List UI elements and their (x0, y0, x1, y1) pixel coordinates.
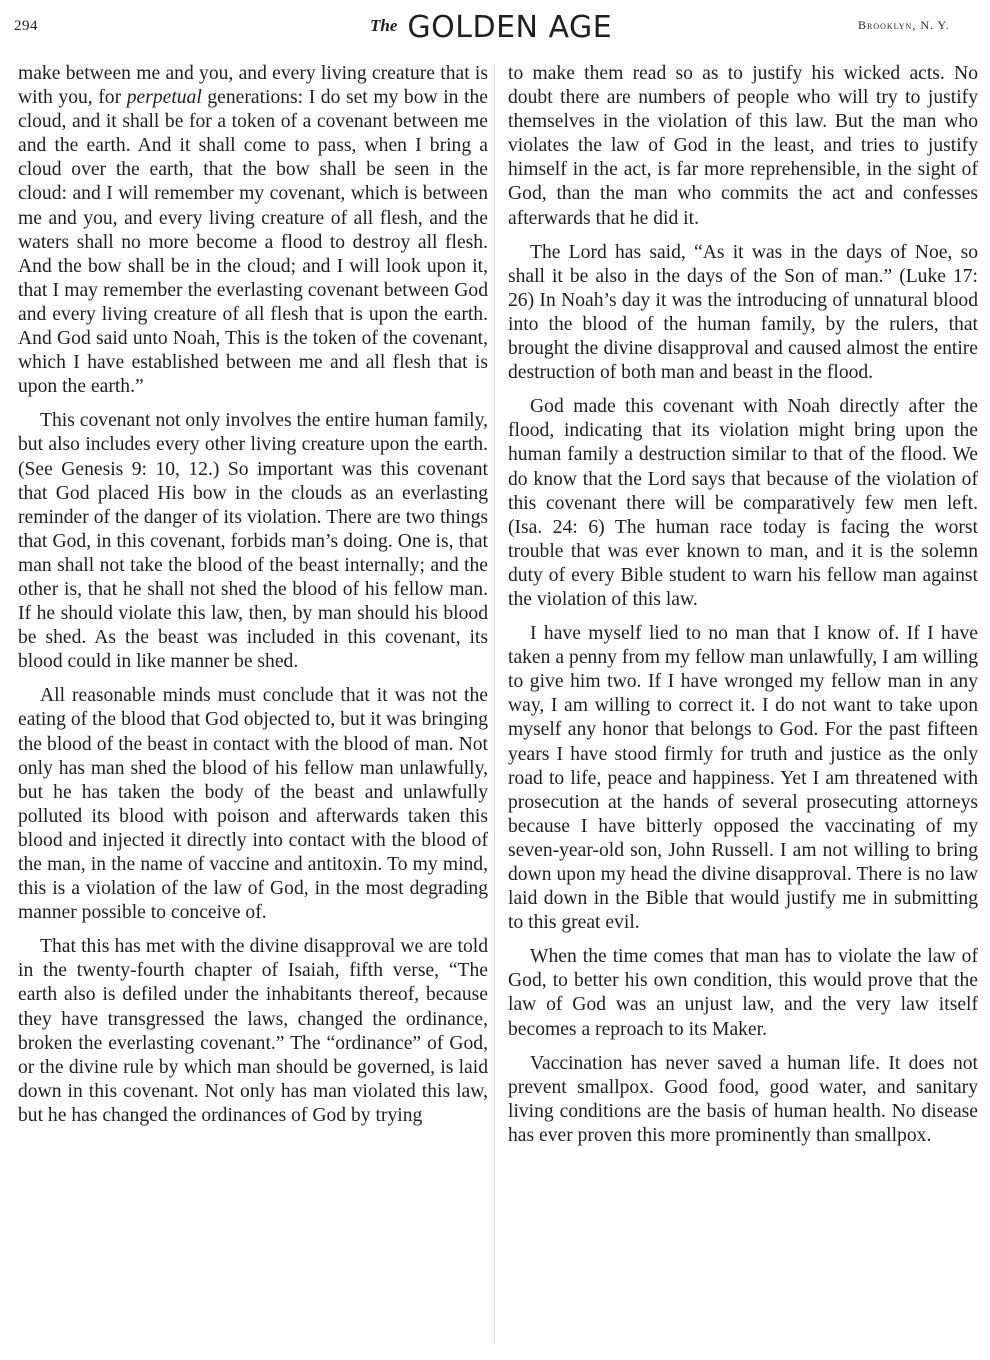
publication-location: Brooklyn, N. Y. (858, 18, 950, 32)
text-run: generations: I do set my bow in the cloud, and it shall be for a token of a covenant between me and the earth. And it shall come to pass, when I bring a cloud over the earth, that the bow shall be seen in the cloud: and I will remember my covenant, which is between me and you, and every living creature of all flesh, and the waters shall no more become a flood to destroy all flesh. And the bow shall be in the cloud; and I will look upon it, that I may remember the everlasting covenant between God and every living creature of all flesh that is upon the earth. And God said unto Noah, This is the token of the covenant, which I have established between me and all flesh that is upon the earth.” (18, 87, 488, 398)
masthead-the: The (370, 16, 398, 35)
right-column (508, 62, 978, 1158)
paragraph: The Lord has said, “As it was in the days of Noe, so shall it be also in the days of the Son of man.” (Luke 17: 26) In Noah’s day it was the introducing of unnatural blood into the blood of the human family, by the rulers, that brought the divine disapproval and caused almost the entire destruction of both man and beast in the flood. (508, 241, 978, 384)
paragraph: Vaccination has never saved a human life. It does not prevent smallpox. Good food, good water, and sanitary living conditions are the basis of human health. No disease has ever proven this more prominently than smallpox. (508, 1052, 978, 1146)
paragraph: I have myself lied to no man that I know of. If I have taken a penny from my fellow man unlawfully, I am willing to give him two. If I have wronged my fellow man in any way, I am willing to correct it. I do not want to take upon myself any honor that belongs to God. For the past fifteen years I have stood firmly for truth and justice as the only road to life, peace and happiness. Yet I am threatened with prosecution at the hands of several prosecuting attorneys because I have bitterly opposed the vaccinating of my seven-year-old son, John Russell. I am not willing to bring down upon my head the divine disapproval. There is no law laid down in the Bible that would justify me in submitting to this great evil. (508, 623, 978, 934)
paragraph: That this has met with the divine disapproval we are told in the twenty-fourth chapter of Isaiah, fifth verse, “The earth also is defiled under the inhabitants thereof, because they have transgressed the laws, changed the ordinance, broken the everlasting covenant.” The “ordinance” of God, or the divine rule by which man should be governed, is laid down in this covenant. Not only has man violated this law, but he has changed the ordinances of God by trying (18, 936, 488, 1126)
paragraph: All reasonable minds must conclude that it was not the eating of the blood that God objected to, but it was bringing the blood of the beast in contact with the blood of man. Not only has man shed the blood of his fellow man unlawfully, but he has taken the body of the beast and unlawfully polluted its blood with poison and afterwards taken this blood and injected it directly into contact with the blood of the man, in the name of vaccine and antitoxin. To my mind, this is a violation of the law of God, in the most degrading manner possible to conceive of. (18, 685, 488, 924)
column-divider (494, 64, 495, 1344)
paragraph: This covenant not only involves the entire human family, but also includes every other living creature upon the earth. (See Genesis 9: 10, 12.) So important was this covenant that God placed His bow in the clouds as an everlasting reminder of the danger of its violation. There are two things that God, in this covenant, forbids man’s doing. One is, that man shall not take the blood of the beast internally; and the other is, that he shall not shed the blood of his fellow man. If he should violate this law, then, by man should his blood be shed. As the beast was included in this covenant, its blood could in like manner be shed. (18, 410, 488, 673)
masthead-title: GOLDEN AGE (407, 10, 613, 45)
left-column (18, 62, 488, 1138)
emphasis: perpetual (126, 87, 202, 109)
page-header (0, 0, 990, 60)
masthead (370, 10, 612, 45)
text-run: make between me and you, and every living creature that is with you, for (18, 63, 488, 109)
paragraph (18, 62, 488, 399)
paragraph: God made this covenant with Noah directly after the flood, indicating that its violation might bring upon the human family a destruction similar to that of the flood. We do know that the Lord says that because of the violation of this covenant there will be comparatively few men left. (Isa. 24: 6) The human race today is facing the worst trouble that was ever known to man, and it is the solemn duty of every Bible student to warn his fellow man against the violation of this law. (508, 396, 978, 610)
paragraph: to make them read so as to justify his wicked acts. No doubt there are numbers of people who will try to justify themselves in the violation of this law. But the man who violates the law of God in the least, and tries to justify himself in the act, is far more reprehensible, in the sight of God, than the man who commits the act and confesses afterwards that he did it. (508, 63, 978, 229)
page-number: 294 (14, 18, 38, 34)
paragraph: When the time comes that man has to violate the law of God, to better his own condition, this would prove that the law of God was an unjust law, and the very law itself becomes a reproach to its Maker. (508, 946, 978, 1040)
